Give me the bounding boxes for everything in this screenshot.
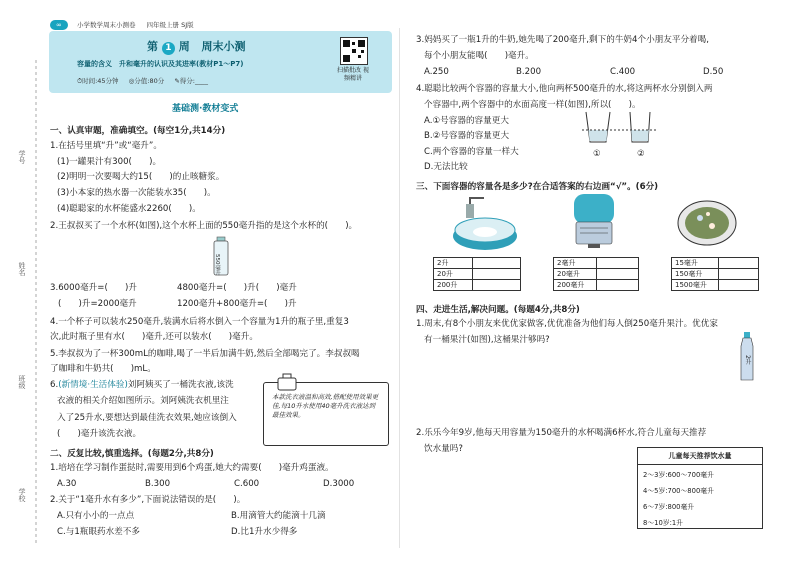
week-banner: [49, 31, 392, 93]
option-cell: 200升: [434, 280, 473, 291]
p1-q6-line4: ( )毫升该洗衣液。: [57, 429, 142, 439]
answer-cell[interactable]: [719, 280, 759, 291]
water-table-row: 6～7岁:800毫升: [643, 503, 695, 511]
pen-icon: ✎: [174, 77, 180, 85]
answer-cell[interactable]: [597, 258, 639, 269]
bottle-label: 2升: [744, 355, 751, 365]
p1-q3-d: 1200毫升+800毫升=( )升: [177, 299, 297, 309]
option-cell: 200毫升: [554, 280, 597, 291]
qr-code-icon[interactable]: [340, 37, 368, 65]
score-label: 分值:80分: [134, 77, 165, 85]
water-table-title: 儿童每天推荐饮水量: [668, 452, 732, 460]
p2-q4-line2: 个容器中,两个容器中的水面高度一样(如图),所以( )。: [424, 100, 641, 110]
column-divider: [399, 28, 400, 548]
p2-q1-opt: C.600: [234, 479, 260, 489]
grade-label: 四年级上册 SJ版: [146, 21, 194, 29]
header-badge: ∞: [50, 20, 68, 30]
air-fryer-icon: [568, 192, 620, 250]
water-table-row: 8～10岁:1升: [643, 519, 683, 527]
p2-q4-opt: D.无法比较: [424, 162, 468, 172]
detergent-info-box: [263, 382, 389, 446]
page-header: [50, 12, 194, 31]
score-icon: ◎: [128, 77, 135, 85]
part1-heading: 一、认真审题，准确填空。(每空1分,共14分): [50, 126, 226, 136]
p4-q1-line1: 1.周末,有8个小朋友来优优家做客,优优准备为他们每人倒250毫升果汁。优优家: [416, 319, 718, 329]
p2-q2-opt: B.用滴管大约能滴十几滴: [231, 511, 326, 521]
week-number: 1: [162, 42, 175, 55]
option-cell: 2毫升: [554, 258, 597, 269]
water-table-row: 4～5岁:700～800毫升: [643, 487, 714, 495]
answer-cell[interactable]: [719, 258, 759, 269]
p2-q3-line2: 每个小朋友能喝( )毫升。: [424, 51, 534, 61]
p2-q3-opt: D.50: [703, 67, 724, 77]
student-id-label: 学号: [18, 150, 26, 164]
sink-basin-icon: [450, 196, 520, 252]
p2-q3-line1: 3.妈妈买了一瓶1升的牛奶,她先喝了200毫升,剩下的牛奶4个小朋友平分着喝,: [416, 35, 709, 45]
capacity-table-1: [433, 257, 521, 291]
part4-heading: 四、走进生活,解决问题。(每题4分,共8分): [416, 305, 580, 315]
series-title: 小学数学周末小测卷: [76, 21, 136, 29]
p4-q2-line2: 饮水量吗?: [424, 444, 463, 454]
part2-heading: 二、反复比较,慎重选择。(每题2分,共8分): [50, 449, 214, 459]
p1-q4-line1: 4.一个杯子可以装水250毫升,装满水后将水倒入一个容量为1升的瓶子里,重复3: [50, 317, 349, 327]
option-cell: 150毫升: [672, 269, 719, 280]
p2-q4-opt: B.②号容器的容量更大: [424, 131, 510, 141]
answer-cell[interactable]: [473, 258, 521, 269]
qr-caption: 扫描批改 视频精讲: [337, 67, 369, 82]
answer-cell[interactable]: [597, 269, 639, 280]
capacity-table-3: [671, 257, 759, 291]
capacity-table-2: [553, 257, 639, 291]
p1-q3-b: 4800毫升=( )升( )毫升: [177, 283, 297, 293]
binding-dashed-line: [0, 0, 44, 565]
p2-q4-opt: A.①号容器的容量更大: [424, 116, 509, 126]
p1-q6-line3: 入了25升水,要想达到最佳洗衣效果,她应该倒入: [57, 413, 237, 423]
p1-q1: 1.在括号里填“升”或“毫升”。: [50, 141, 162, 151]
p1-q3-c: ( )升=2000毫升: [58, 299, 137, 309]
option-cell: 20升: [434, 269, 473, 280]
p2-q2-opt: A.只有小小的一点点: [57, 511, 135, 521]
p4-q1-line2: 有一桶果汁(如图),这桶果汁够吗?: [424, 335, 550, 345]
p2-q3-opt: A.250: [424, 67, 449, 77]
p2-q2-opt: D.比1升水少得多: [231, 527, 298, 537]
p2-q4-line1: 4.聪聪比较两个容器的容量大小,他向两杯500毫升的水,将这两杯水分别倒入两: [416, 84, 713, 94]
test-title: 周末小测: [201, 40, 246, 53]
week-prefix: 第: [147, 40, 158, 53]
container-2-label: ②: [637, 149, 645, 159]
detergent-bottle-icon: [274, 374, 300, 390]
banner-subtitle: 容量的含义 升和毫升的认识及其进率(教材P1～P7): [77, 60, 244, 68]
p1-q5-line2: 了咖啡和牛奶共( )mL。: [50, 364, 156, 374]
answer-cell[interactable]: [473, 280, 521, 291]
banner-title: [147, 38, 246, 55]
water-table-row: 2～3岁:600～700毫升: [643, 471, 714, 479]
part3-heading: 三、下面容器的容量各是多少?在合适答案的右边画“√”。(6分): [416, 182, 659, 192]
p1-q1-item: (2)明明一次要喝大约15( )的止咳糖浆。: [57, 172, 225, 182]
p1-q1-item: (3)小本家的热水器一次能装水35( )。: [57, 188, 216, 198]
answer-cell[interactable]: [473, 269, 521, 280]
answer-cell[interactable]: [719, 269, 759, 280]
p1-q6-line2: 衣液的相关介绍如图所示。刘阿姨洗衣机里注: [57, 396, 229, 406]
name-label: 姓名: [18, 262, 26, 276]
p1-q3-a: 3.6000毫升=( )升: [50, 283, 137, 293]
two-containers-figure: [582, 112, 662, 154]
p1-q6-tag: (新情境·生活体验): [58, 380, 128, 390]
detergent-note: 本款洗衣液温和高效,搭配使用效果更佳,每10升水使用40毫升洗衣液达到最佳效果。: [272, 393, 379, 419]
p2-q1-opt: D.3000: [323, 479, 355, 489]
option-cell: 1500毫升: [672, 280, 719, 291]
option-cell: 2升: [434, 258, 473, 269]
school-label: 学校: [18, 488, 26, 502]
p1-q5-line1: 5.李叔叔为了一杯300mL的咖啡,喝了一半后加满牛奶,然后全部喝完了。李叔叔喝: [50, 349, 360, 359]
p2-q4-opt: C.两个容器的容量一样大: [424, 147, 519, 157]
p1-q6-text: 刘阿姨买了一桶洗衣液,该洗: [127, 380, 234, 390]
section-tag: 基础测·教材变式: [172, 104, 239, 114]
container-1-label: ①: [593, 149, 601, 159]
binding-strip: [0, 0, 44, 565]
p4-q2-line1: 2.乐乐今年9岁,他每天用容量为150毫升的水杯喝满6杯水,符合儿童每天推荐: [416, 428, 707, 438]
soup-bowl-icon: [676, 198, 738, 248]
p2-q1-opt: B.300: [145, 479, 171, 489]
p1-q1-item: (1)一罐果汁有300( )。: [57, 157, 162, 167]
water-intake-table: [637, 447, 763, 529]
p2-q3-opt: C.400: [610, 67, 636, 77]
p1-q2: 2.王叔叔买了一个水杯(如图),这个水杯上面的550毫升指的是这个水杯的( )。: [50, 221, 358, 231]
class-label: 班级: [18, 375, 26, 389]
answer-cell[interactable]: [597, 280, 639, 291]
time-label: 时间:45分钟: [82, 77, 119, 85]
clock-icon: ⏱: [77, 77, 83, 85]
week-suffix: 周: [178, 40, 190, 53]
cup-label: 550毫升: [214, 254, 220, 276]
p2-q2: 2.关于“1毫升水有多少”,下面说法错误的是( )。: [50, 495, 246, 505]
p2-q1: 1.培培在学习制作蛋挞时,需要用到6个鸡蛋,她大约需要( )毫升鸡蛋液。: [50, 463, 334, 473]
p2-q1-opt: A.30: [57, 479, 77, 489]
option-cell: 20毫升: [554, 269, 597, 280]
got-label: 得分:____: [179, 77, 208, 85]
p2-q3-opt: B.200: [516, 67, 542, 77]
p2-q2-opt: C.与1瓶眼药水差不多: [57, 527, 140, 537]
option-cell: 15毫升: [672, 258, 719, 269]
banner-meta: [77, 76, 208, 86]
p1-q6-line1: 6.(新情境·生活体验)刘阿姨买了一桶洗衣液,该洗: [50, 380, 234, 390]
p1-q4-line2: 次,此时瓶子里有水( )毫升,还可以装水( )毫升。: [50, 332, 258, 342]
p1-q1-item: (4)聪聪家的水杯能盛水2260( )。: [57, 204, 201, 214]
